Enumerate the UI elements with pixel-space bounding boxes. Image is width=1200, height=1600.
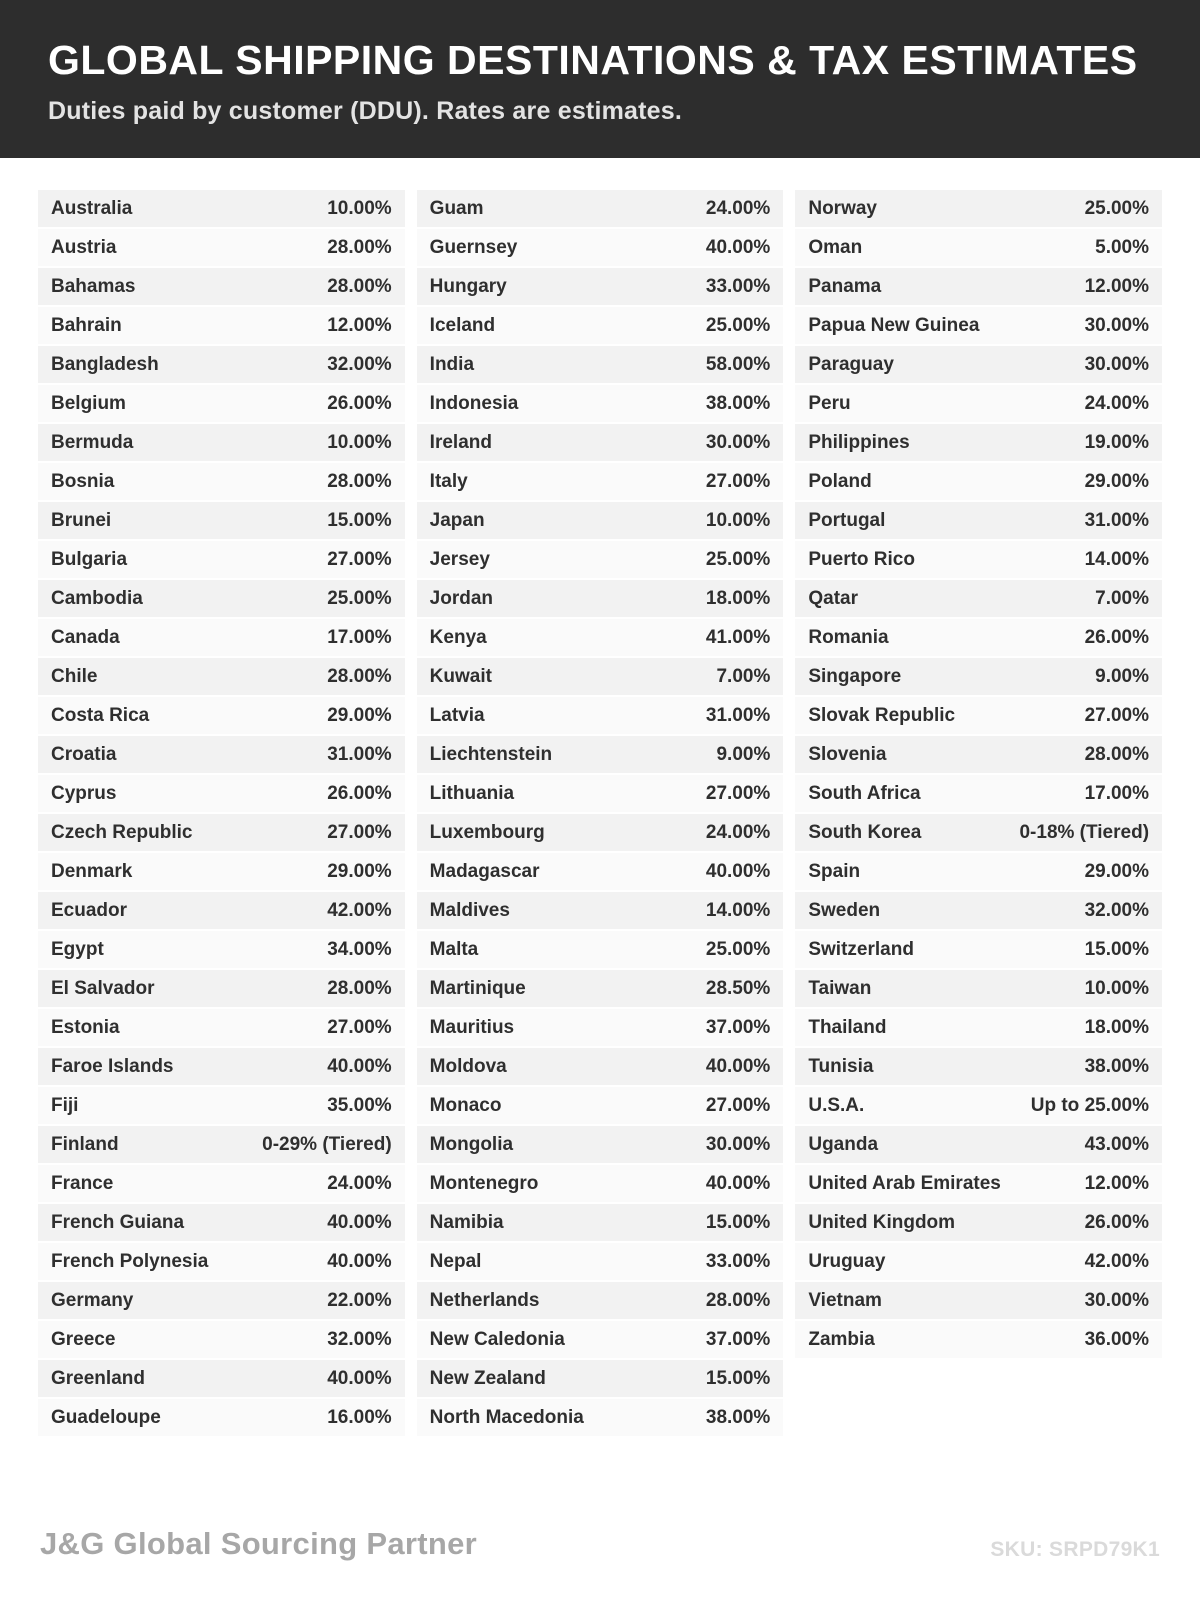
table-row [38, 463, 405, 500]
country-label: Cyprus [51, 782, 117, 804]
country-label: Ecuador [51, 899, 128, 921]
country-label: Bulgaria [51, 548, 128, 570]
rate-value: 28.00% [327, 470, 392, 492]
table-row [795, 814, 1162, 851]
rate-value: 32.00% [327, 1328, 392, 1350]
table-row [38, 1204, 405, 1241]
brand-name: J&G Global Sourcing Partner [40, 1526, 478, 1561]
table-row [417, 268, 784, 305]
country-label: New Zealand [429, 1367, 546, 1389]
country-label: Denmark [51, 860, 133, 882]
rate-value: 25.00% [705, 548, 771, 570]
country-label: Greenland [51, 1367, 145, 1389]
table-row [795, 736, 1162, 773]
rate-value: 40.00% [327, 1055, 392, 1077]
table-row [795, 346, 1162, 383]
table-row [795, 658, 1162, 695]
table-row [795, 424, 1162, 461]
country-label: Austria [51, 236, 117, 258]
rate-value: 15.00% [1084, 938, 1150, 960]
country-label: Tunisia [808, 1055, 874, 1077]
rate-value: 40.00% [705, 236, 771, 258]
rate-value: 41.00% [705, 626, 771, 648]
country-label: Oman [808, 236, 863, 258]
country-label: New Caledonia [429, 1328, 565, 1350]
rate-value: 14.00% [1084, 548, 1150, 570]
rate-value: 25.00% [705, 314, 771, 336]
rate-value: 40.00% [705, 1172, 771, 1194]
table-row [795, 619, 1162, 656]
table-row [795, 307, 1162, 344]
rate-value: 29.00% [1084, 860, 1150, 882]
rate-value: 12.00% [1084, 275, 1150, 297]
table-row [417, 1399, 784, 1436]
rate-value: 29.00% [327, 860, 392, 882]
rate-value: 33.00% [705, 275, 771, 297]
table-row [417, 1087, 784, 1124]
country-label: United Arab Emirates [808, 1172, 1001, 1194]
rate-value: 37.00% [705, 1328, 771, 1350]
country-label: Bangladesh [51, 353, 159, 375]
country-label: Czech Republic [51, 821, 193, 843]
table-row [38, 1165, 405, 1202]
table-row [417, 1126, 784, 1163]
rate-value: 12.00% [1084, 1172, 1150, 1194]
country-label: Poland [808, 470, 872, 492]
table-row [795, 268, 1162, 305]
table-row [38, 385, 405, 422]
table-row [417, 1321, 784, 1358]
country-label: Maldives [429, 899, 510, 921]
table-row [38, 853, 405, 890]
country-label: Nepal [429, 1250, 482, 1272]
table-row [795, 190, 1162, 227]
country-label: Thailand [808, 1016, 887, 1038]
country-label: Bahamas [51, 275, 136, 297]
rate-value: 10.00% [1084, 977, 1150, 999]
country-label: Guam [429, 197, 484, 219]
table-row [38, 1399, 405, 1436]
country-label: France [51, 1172, 114, 1194]
table-row [38, 190, 405, 227]
country-label: Slovak Republic [808, 704, 956, 726]
table-row [795, 1282, 1162, 1319]
table-row [38, 775, 405, 812]
rate-value: 25.00% [1084, 197, 1150, 219]
rate-value: 40.00% [327, 1367, 392, 1389]
rate-value: 26.00% [327, 392, 392, 414]
rate-value: 32.00% [1084, 899, 1150, 921]
table-row [38, 346, 405, 383]
table-row [417, 1165, 784, 1202]
table-row [417, 1243, 784, 1280]
table-row [417, 931, 784, 968]
table-row [38, 619, 405, 656]
rate-value: 30.00% [1084, 353, 1150, 375]
rate-value: 30.00% [705, 1133, 771, 1155]
country-label: Malta [429, 938, 479, 960]
country-label: Vietnam [808, 1289, 882, 1311]
table-row [795, 1321, 1162, 1358]
country-label: Fiji [51, 1094, 79, 1116]
rate-value: 7.00% [1095, 587, 1150, 609]
sku-label: SKU: SRPD79K1 [990, 1538, 1160, 1561]
rate-value: 10.00% [705, 509, 771, 531]
country-label: South Africa [808, 782, 921, 804]
table-row [795, 229, 1162, 266]
country-label: Mongolia [429, 1133, 514, 1155]
page-header [0, 0, 1200, 158]
rate-value: 24.00% [705, 821, 771, 843]
rate-value: 28.50% [705, 977, 771, 999]
rate-value: 40.00% [705, 860, 771, 882]
rate-value: 27.00% [327, 1016, 392, 1038]
table-row [417, 307, 784, 344]
table-row [417, 424, 784, 461]
rate-value: 28.00% [1084, 743, 1150, 765]
table-row [795, 1243, 1162, 1280]
country-label: Lithuania [429, 782, 515, 804]
rate-value: 16.00% [327, 1406, 392, 1428]
country-label: Philippines [808, 431, 910, 453]
rate-value: 15.00% [705, 1367, 771, 1389]
country-label: Jersey [429, 548, 490, 570]
table-row [38, 424, 405, 461]
country-label: India [429, 353, 475, 375]
country-label: Puerto Rico [808, 548, 915, 570]
table-row [795, 1204, 1162, 1241]
rate-value: 17.00% [1084, 782, 1150, 804]
country-label: Martinique [429, 977, 526, 999]
table-row [38, 307, 405, 344]
country-label: Finland [51, 1133, 119, 1155]
table-row [417, 190, 784, 227]
rate-value: 25.00% [327, 587, 392, 609]
country-label: Cambodia [51, 587, 143, 609]
rate-value: 26.00% [327, 782, 392, 804]
country-label: Paraguay [808, 353, 894, 375]
table-row [795, 853, 1162, 890]
table-row [38, 736, 405, 773]
country-label: Moldova [429, 1055, 507, 1077]
table-row [795, 1087, 1162, 1124]
table-row [38, 580, 405, 617]
table-row [417, 853, 784, 890]
country-label: Guadeloupe [51, 1406, 161, 1428]
table-row [417, 814, 784, 851]
country-label: Portugal [808, 509, 886, 531]
rate-value: 28.00% [327, 977, 392, 999]
table-row [38, 931, 405, 968]
table-row [795, 775, 1162, 812]
table-row [795, 970, 1162, 1007]
table-row [795, 892, 1162, 929]
country-label: Kuwait [429, 665, 492, 687]
rate-value: 19.00% [1084, 431, 1150, 453]
country-label: Uruguay [808, 1250, 886, 1272]
table-row [417, 1048, 784, 1085]
country-label: French Guiana [51, 1211, 185, 1233]
table-row [38, 970, 405, 1007]
rate-value: 38.00% [705, 392, 771, 414]
country-label: Romania [808, 626, 889, 648]
rate-value: Up to 25.00% [1030, 1094, 1150, 1116]
rate-value: 30.00% [705, 431, 771, 453]
country-label: Slovenia [808, 743, 887, 765]
rate-value: 14.00% [705, 899, 771, 921]
country-label: Croatia [51, 743, 117, 765]
table-row [38, 1321, 405, 1358]
rate-value: 38.00% [705, 1406, 771, 1428]
rate-value: 58.00% [705, 353, 771, 375]
rate-value: 27.00% [327, 821, 392, 843]
rate-value: 10.00% [327, 431, 392, 453]
table-row [417, 892, 784, 929]
rate-value: 30.00% [1084, 314, 1150, 336]
country-label: North Macedonia [429, 1406, 584, 1428]
country-label: French Polynesia [51, 1250, 209, 1272]
table-row [417, 970, 784, 1007]
country-label: Germany [51, 1289, 134, 1311]
table-row [38, 697, 405, 734]
table-row [795, 463, 1162, 500]
country-label: Costa Rica [51, 704, 150, 726]
table-row [795, 931, 1162, 968]
rate-value: 0-29% (Tiered) [262, 1133, 392, 1155]
country-label: Qatar [808, 587, 858, 609]
table-row [38, 1048, 405, 1085]
country-label: Singapore [808, 665, 902, 687]
country-label: Sweden [808, 899, 881, 921]
table-row [417, 1009, 784, 1046]
country-label: Monaco [429, 1094, 502, 1116]
country-label: Bosnia [51, 470, 115, 492]
rate-value: 24.00% [327, 1172, 392, 1194]
table-row [417, 619, 784, 656]
rate-value: 12.00% [327, 314, 392, 336]
country-label: Italy [429, 470, 468, 492]
country-label: U.S.A. [808, 1094, 865, 1116]
country-label: United Kingdom [808, 1211, 956, 1233]
country-label: Hungary [429, 275, 507, 297]
table-row [38, 502, 405, 539]
country-label: Namibia [429, 1211, 504, 1233]
rate-value: 27.00% [1084, 704, 1150, 726]
country-label: Uganda [808, 1133, 879, 1155]
rate-value: 10.00% [327, 197, 392, 219]
rate-value: 29.00% [1084, 470, 1150, 492]
page-subtitle: Duties paid by customer (DDU). Rates are estimates. [48, 97, 683, 126]
table-row [38, 892, 405, 929]
rate-value: 9.00% [716, 743, 771, 765]
rate-value: 31.00% [705, 704, 771, 726]
rate-value: 36.00% [1084, 1328, 1150, 1350]
rate-value: 30.00% [1084, 1289, 1150, 1311]
table-row [795, 1048, 1162, 1085]
country-label: Bermuda [51, 431, 134, 453]
country-label: Canada [51, 626, 120, 648]
table-row [38, 229, 405, 266]
rate-value: 43.00% [1084, 1133, 1150, 1155]
country-label: Spain [808, 860, 861, 882]
country-label: Japan [429, 509, 485, 531]
country-label: Egypt [51, 938, 104, 960]
table-row [38, 814, 405, 851]
rate-column [417, 190, 784, 1438]
table-row [417, 580, 784, 617]
country-label: Australia [51, 197, 133, 219]
table-row [38, 1009, 405, 1046]
table-row [417, 697, 784, 734]
country-label: Bahrain [51, 314, 122, 336]
rate-value: 42.00% [1084, 1250, 1150, 1272]
country-label: Madagascar [429, 860, 540, 882]
rate-value: 40.00% [327, 1211, 392, 1233]
country-label: South Korea [808, 821, 922, 843]
rate-value: 37.00% [705, 1016, 771, 1038]
rate-value: 18.00% [1084, 1016, 1150, 1038]
rate-value: 27.00% [705, 1094, 771, 1116]
country-label: Netherlands [429, 1289, 540, 1311]
country-label: Iceland [429, 314, 496, 336]
table-row [795, 1126, 1162, 1163]
country-label: Brunei [51, 509, 112, 531]
country-label: Faroe Islands [51, 1055, 174, 1077]
table-row [38, 268, 405, 305]
country-label: Ireland [429, 431, 492, 453]
table-row [38, 1360, 405, 1397]
table-row [417, 385, 784, 422]
table-row [38, 1243, 405, 1280]
page-footer [40, 1526, 1160, 1562]
rate-value: 31.00% [327, 743, 392, 765]
rate-value: 7.00% [716, 665, 771, 687]
rate-value: 0-18% (Tiered) [1019, 821, 1150, 843]
table-row [38, 541, 405, 578]
country-label: Kenya [429, 626, 487, 648]
country-label: Chile [51, 665, 98, 687]
table-row [417, 346, 784, 383]
table-row [38, 1126, 405, 1163]
table-row [417, 1360, 784, 1397]
rate-value: 33.00% [705, 1250, 771, 1272]
rate-value: 27.00% [705, 782, 771, 804]
table-row [795, 502, 1162, 539]
country-label: Norway [808, 197, 877, 219]
rate-value: 25.00% [705, 938, 771, 960]
country-label: Latvia [429, 704, 485, 726]
country-label: Luxembourg [429, 821, 545, 843]
rate-value: 28.00% [327, 665, 392, 687]
table-row [795, 580, 1162, 617]
table-row [417, 463, 784, 500]
rate-value: 24.00% [1084, 392, 1150, 414]
rate-value: 22.00% [327, 1289, 392, 1311]
table-row [795, 1165, 1162, 1202]
rate-value: 40.00% [327, 1250, 392, 1272]
rate-value: 9.00% [1095, 665, 1150, 687]
rate-value: 32.00% [327, 353, 392, 375]
rates-table [0, 158, 1200, 1438]
table-row [795, 697, 1162, 734]
rate-value: 42.00% [327, 899, 392, 921]
rate-value: 28.00% [327, 236, 392, 258]
country-label: Panama [808, 275, 882, 297]
table-row [417, 736, 784, 773]
rate-value: 24.00% [705, 197, 771, 219]
country-label: Belgium [51, 392, 126, 414]
table-row [417, 502, 784, 539]
table-row [417, 1282, 784, 1319]
table-row [38, 658, 405, 695]
table-row [417, 229, 784, 266]
page-title: GLOBAL SHIPPING DESTINATIONS & TAX ESTIMATES [48, 37, 1138, 83]
rate-value: 15.00% [327, 509, 392, 531]
country-label: El Salvador [51, 977, 155, 999]
rate-value: 28.00% [705, 1289, 771, 1311]
country-label: Mauritius [429, 1016, 515, 1038]
country-label: Greece [51, 1328, 116, 1350]
rate-value: 17.00% [327, 626, 392, 648]
table-row [38, 1282, 405, 1319]
rate-value: 28.00% [327, 275, 392, 297]
country-label: Taiwan [808, 977, 872, 999]
country-label: Jordan [429, 587, 494, 609]
table-row [795, 1009, 1162, 1046]
rate-value: 27.00% [327, 548, 392, 570]
rate-value: 38.00% [1084, 1055, 1150, 1077]
table-row [417, 541, 784, 578]
rate-value: 27.00% [705, 470, 771, 492]
country-label: Zambia [808, 1328, 875, 1350]
table-row [38, 1087, 405, 1124]
rate-value: 31.00% [1084, 509, 1150, 531]
country-label: Guernsey [429, 236, 518, 258]
table-row [417, 658, 784, 695]
country-label: Peru [808, 392, 851, 414]
rate-value: 26.00% [1084, 626, 1150, 648]
rate-value: 35.00% [327, 1094, 392, 1116]
table-row [795, 385, 1162, 422]
country-label: Indonesia [429, 392, 519, 414]
rate-column [38, 190, 405, 1438]
country-label: Estonia [51, 1016, 120, 1038]
rate-value: 5.00% [1095, 236, 1150, 258]
table-row [795, 541, 1162, 578]
table-row [417, 1204, 784, 1241]
rate-value: 29.00% [327, 704, 392, 726]
rate-value: 26.00% [1084, 1211, 1150, 1233]
country-label: Montenegro [429, 1172, 539, 1194]
rate-column [795, 190, 1162, 1360]
country-label: Switzerland [808, 938, 914, 960]
country-label: Liechtenstein [429, 743, 553, 765]
rate-value: 18.00% [705, 587, 771, 609]
rate-value: 34.00% [327, 938, 392, 960]
rate-value: 15.00% [705, 1211, 771, 1233]
country-label: Papua New Guinea [808, 314, 980, 336]
table-row [417, 775, 784, 812]
rate-value: 40.00% [705, 1055, 771, 1077]
